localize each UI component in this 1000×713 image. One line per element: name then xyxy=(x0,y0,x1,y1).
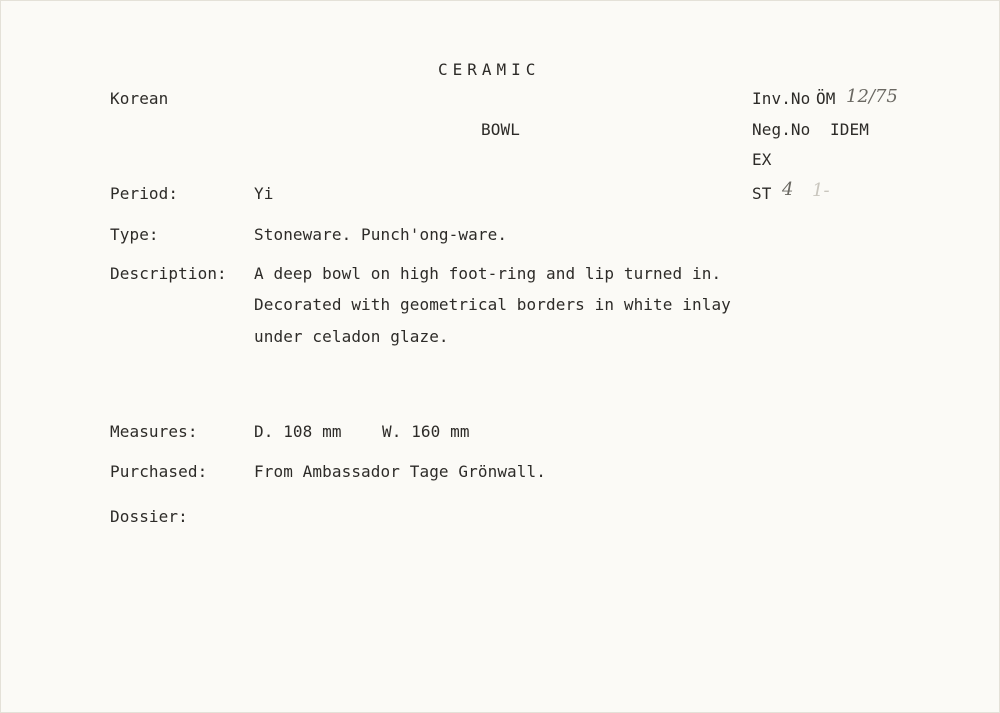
purchased-value: From Ambassador Tage Grönwall. xyxy=(254,462,546,481)
inventory-prefix: ÖM xyxy=(816,89,836,108)
st-faint-mark: 1- xyxy=(812,180,830,201)
negative-label: Neg.No xyxy=(752,120,811,139)
description-line: Decorated with geometrical borders in white inlay xyxy=(254,295,731,314)
inventory-number: 12/75 xyxy=(846,86,898,107)
object-name: BOWL xyxy=(481,120,520,139)
measures-depth: D. 108 mm xyxy=(254,422,342,441)
card-title: CERAMIC xyxy=(438,60,541,79)
period-value: Yi xyxy=(254,184,274,203)
type-label: Type: xyxy=(110,225,159,244)
description-label: Description: xyxy=(110,264,227,283)
description-line: A deep bowl on high foot-ring and lip turned in. xyxy=(254,264,722,283)
period-label: Period: xyxy=(110,184,179,203)
origin: Korean xyxy=(110,89,169,108)
dossier-label: Dossier: xyxy=(110,507,188,526)
type-value: Stoneware. Punch'ong-ware. xyxy=(254,225,508,244)
measures-width: W. 160 mm xyxy=(382,422,470,441)
ex-label: EX xyxy=(752,150,772,169)
st-label: ST xyxy=(752,184,772,203)
description-line: under celadon glaze. xyxy=(254,327,449,346)
negative-value: IDEM xyxy=(830,120,869,139)
purchased-label: Purchased: xyxy=(110,462,208,481)
inventory-label: Inv.No xyxy=(752,89,811,108)
measures-label: Measures: xyxy=(110,422,198,441)
st-value: 4 xyxy=(782,179,794,200)
